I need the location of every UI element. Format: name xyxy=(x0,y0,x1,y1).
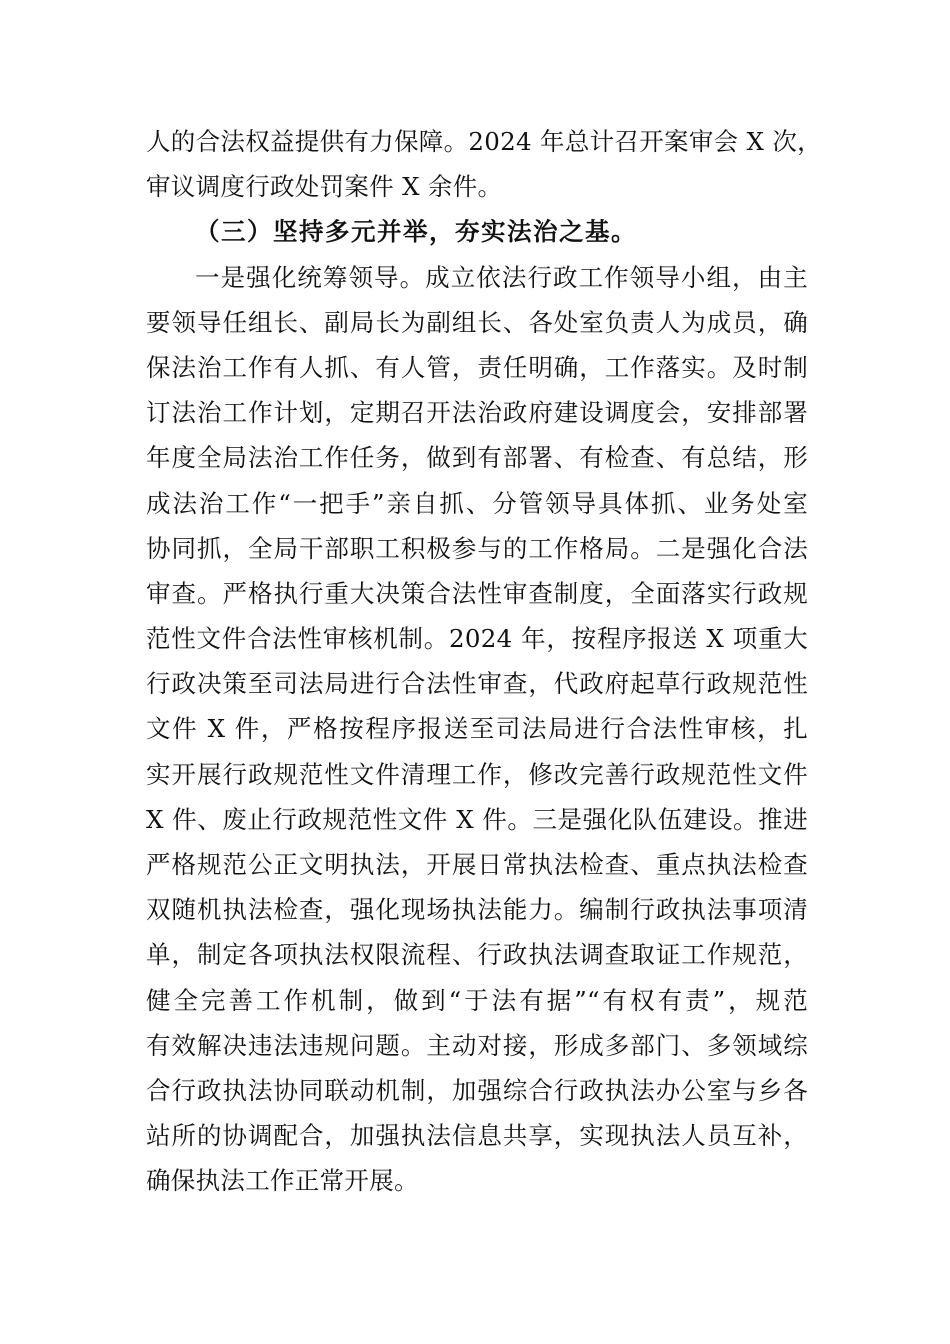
paragraph-line: X 件、废止行政规范性文件 X 件。三是强化队伍建设。推进 xyxy=(146,804,808,834)
paragraph-line: 人的合法权益提供有力保障。2024 年总计召开案审会 X 次， xyxy=(146,127,822,156)
paragraph-line: 有效解决违法违规问题。主动对接，形成多部门、多领域综 xyxy=(146,1030,808,1060)
paragraph-line: 站所的协调配合，加强执法信息共享，实现执法人员互补， xyxy=(146,1121,808,1151)
paragraph-line: 协同抓，全局干部职工积极参与的工作格局。二是强化合法 xyxy=(146,533,808,563)
paragraph-line: 范性文件合法性审核机制。2024 年，按程序报送 X 项重大 xyxy=(146,624,808,654)
paragraph-line: 保法治工作有人抓、有人管，责任明确，工作落实。及时制 xyxy=(146,352,808,382)
paragraph-line: 审查。严格执行重大决策合法性审查制度，全面落实行政规 xyxy=(146,578,808,608)
paragraph-line: 文件 X 件，严格按程序报送至司法局进行合法性审核，扎 xyxy=(146,714,808,744)
paragraph-line: 健全完善工作机制，做到“于法有据”“有权有责”，规范 xyxy=(146,985,808,1015)
paragraph-line: 订法治工作计划，定期召开法治政府建设调度会，安排部署 xyxy=(146,398,808,428)
paragraph-line: 成法治工作“一把手”亲自抓、分管领导具体抓、业务处室 xyxy=(146,488,808,518)
paragraph-line: 确保执法工作正常开展。 xyxy=(146,1166,419,1196)
paragraph-line: 审议调度行政处罚案件 X 余件。 xyxy=(146,172,503,202)
paragraph-line: 双随机执法检查，强化现场执法能力。编制行政执法事项清 xyxy=(146,895,808,925)
paragraph-line: 单，制定各项执法权限流程、行政执法调查取证工作规范， xyxy=(146,940,808,970)
paragraph-line: 年度全局法治工作任务，做到有部署、有检查、有总结，形 xyxy=(146,443,808,473)
paragraph-line: 要领导任组长、副局长为副组长、各处室负责人为成员，确 xyxy=(146,307,808,337)
paragraph-line: 一是强化统筹领导。成立依法行政工作领导小组，由主 xyxy=(195,262,808,292)
paragraph-line: 行政决策至司法局进行合法性审查，代政府起草行政规范性 xyxy=(146,669,808,699)
document-body xyxy=(146,119,822,1204)
paragraph-line: 实开展行政规范性文件清理工作，修改完善行政规范性文件 xyxy=(146,759,808,789)
paragraph-line: 合行政执法协同联动机制，加强综合行政执法办公室与乡各 xyxy=(146,1075,808,1105)
paragraph-line: 严格规范公正文明执法，开展日常执法检查、重点执法检查 xyxy=(146,850,808,879)
section-heading: （三）坚持多元并举，夯实法治之基。 xyxy=(195,217,637,247)
